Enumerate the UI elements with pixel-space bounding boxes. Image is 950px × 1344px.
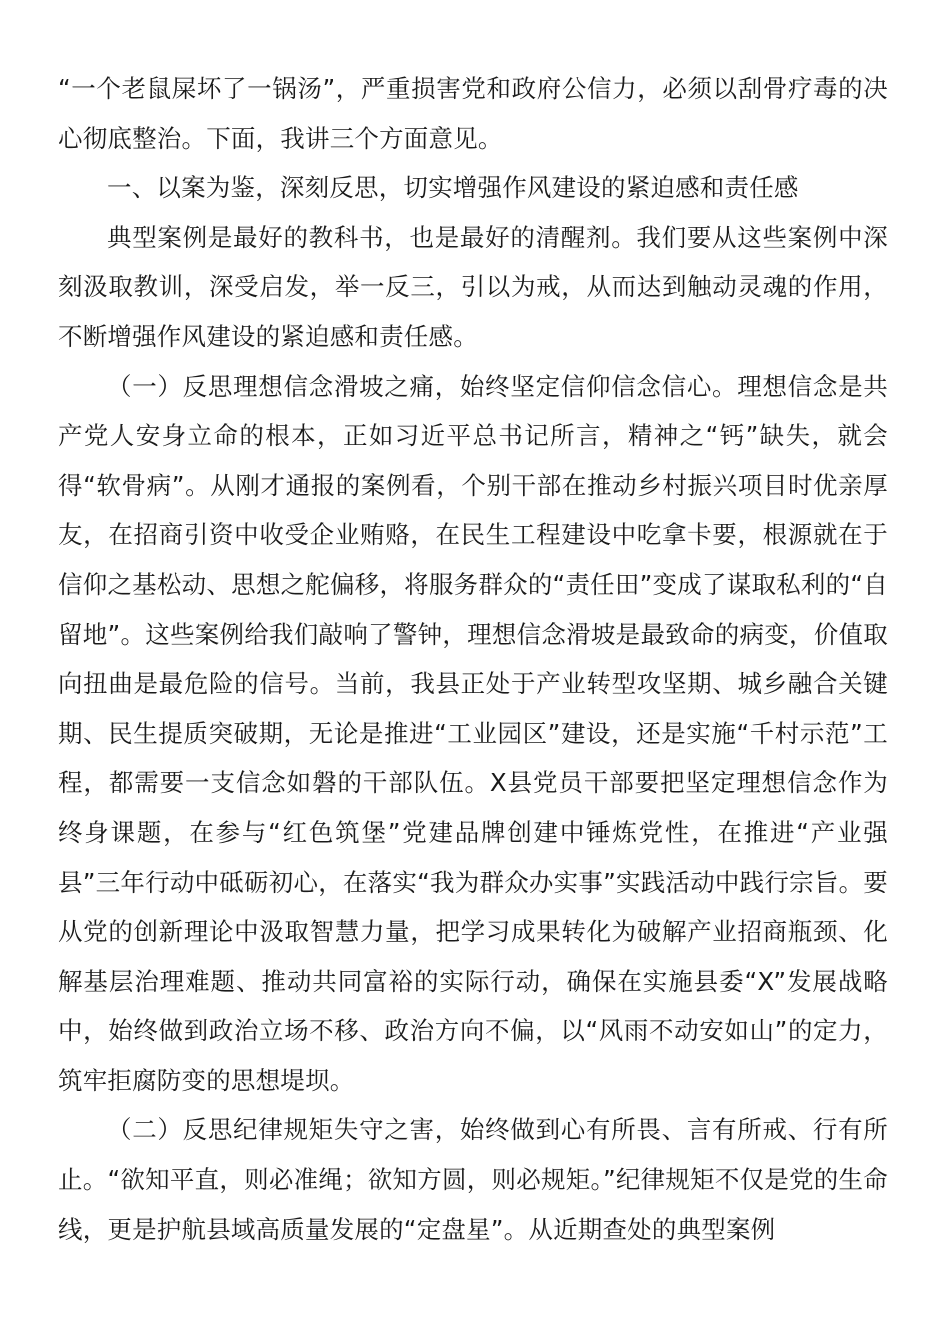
subsection-1-paragraph: （一）反思理想信念滑坡之痛，始终坚定信仰信念信心。理想信念是共产党人安身立命的根本，正如习近平总书记所言，精神之“钙”缺失，就会得“软骨病”。从刚才通报的案例看，个别干部在推动乡村振兴项目时优亲厚友，在招商引资中收受企业贿赂，在民生工程建设中吃拿卡要，根源就在于信仰之基松动、思想之舵偏移，将服务群众的“责任田”变成了谋取私利的“自留地”。这些案例给我们敲响了警钟，理想信念滑坡是最致命的病变，价值取向扭曲是最危险的信号。当前，我县正处于产业转型攻坚期、城乡融合关键期、民生提质突破期，无论是推进“工业园区”建设，还是实施“千村示范”工程，都需要一支信念如磐的干部队伍。X县党员干部要把坚定理想信念作为终身课题，在参与“红色筑堡”党建品牌创建中锤炼党性，在推进“产业强县”三年行动中砥砺初心，在落实“我为群众办实事”实践活动中践行宗旨。要从党的创新理论中汲取智慧力量，把学习成果转化为破解产业招商瓶颈、化解基层治理难题、推动共同富裕的实际行动，确保在实施县委“X”发展战略中，始终做到政治立场不移、政治方向不偏，以“风雨不动安如山”的定力，筑牢拒腐防变的思想堤坝。 [58,371,888,1095]
subsection-2-paragraph: （二）反思纪律规矩失守之害，始终做到心有所畏、言有所戒、行有所止。“欲知平直，则必准绳；欲知方圆，则必规矩。”纪律规矩不仅是党的生命线，更是护航县域高质量发展的“定盘星”。从近期查处的典型案例 [58,1115,888,1244]
paragraph-continuation: “一个老鼠屎坏了一锅汤”，严重损害党和政府公信力，必须以刮骨疗毒的决心彻底整治。下面，我讲三个方面意见。 [58,74,888,153]
document-body [58,64,888,1254]
paragraph-intro: 典型案例是最好的教科书，也是最好的清醒剂。我们要从这些案例中深刻汲取教训，深受启发，举一反三，引以为戒，从而达到触动灵魂的作用，不断增强作风建设的紧迫感和责任感。 [58,222,888,351]
section-heading-1: 一、以案为鉴，深刻反思，切实增强作风建设的紧迫感和责任感 [107,173,799,203]
